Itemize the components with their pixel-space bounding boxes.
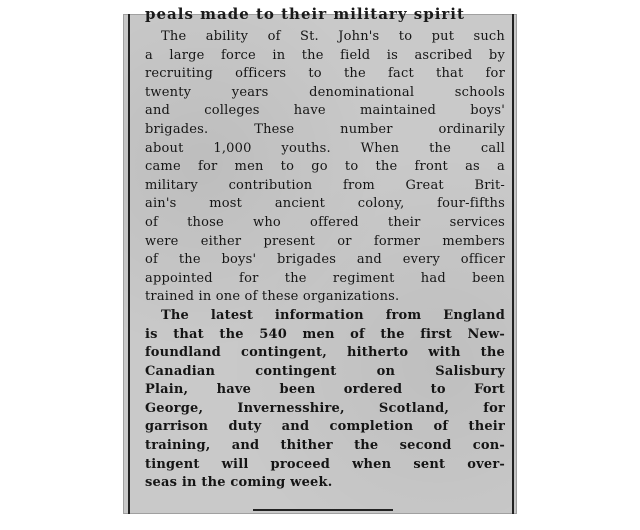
text-line: recruiting officers to the fact that for (145, 66, 505, 82)
text-line: about 1,000 youths. When the call (145, 140, 505, 156)
text-line: Canadian contingent on Salisbury (145, 363, 505, 379)
text-line: tingent will proceed when sent over- (145, 456, 505, 472)
article-body (145, 28, 505, 493)
text-line: The ability of St. John's to put such (161, 29, 505, 44)
paragraph-2 (145, 307, 505, 493)
text-line: came for men to go to the front as a (145, 159, 505, 175)
text-line: ain's most ancient colony, four-fifths (145, 196, 505, 212)
text-line: of those who offered their services (145, 214, 505, 230)
text-line: foundland contingent, hitherto with the (145, 345, 505, 361)
text-line: seas in the coming week. (145, 475, 333, 491)
text-line: The latest information from England (161, 307, 505, 323)
text-line: and colleges have maintained boys' (145, 103, 505, 119)
newspaper-clipping (123, 5, 517, 514)
column-rule-left (128, 14, 130, 514)
text-line: appointed for the regiment had been (145, 270, 505, 286)
cut-off-top-line: peals made to their military spirit (145, 5, 465, 23)
column-rule-right (512, 14, 514, 514)
paragraph-1 (145, 28, 505, 307)
text-line: training, and thither the second con- (145, 438, 505, 454)
text-line: were either present or former members (145, 233, 505, 249)
bottom-rule (253, 509, 393, 511)
text-line: twenty years denominational schools (145, 84, 505, 100)
text-line: of the boys' brigades and every officer (145, 252, 505, 268)
text-line: garrison duty and completion of their (145, 419, 505, 435)
text-line: George, Invernesshire, Scotland, for (145, 400, 505, 416)
text-line: brigades. These number ordinarily (145, 121, 505, 137)
text-line: is that the 540 men of the first New- (145, 326, 505, 342)
text-line: military contribution from Great Brit- (145, 177, 505, 193)
text-line: Plain, have been ordered to Fort (145, 382, 505, 398)
text-line: a large force in the field is ascribed by (145, 47, 505, 63)
text-line: trained in one of these organizations. (145, 289, 400, 305)
